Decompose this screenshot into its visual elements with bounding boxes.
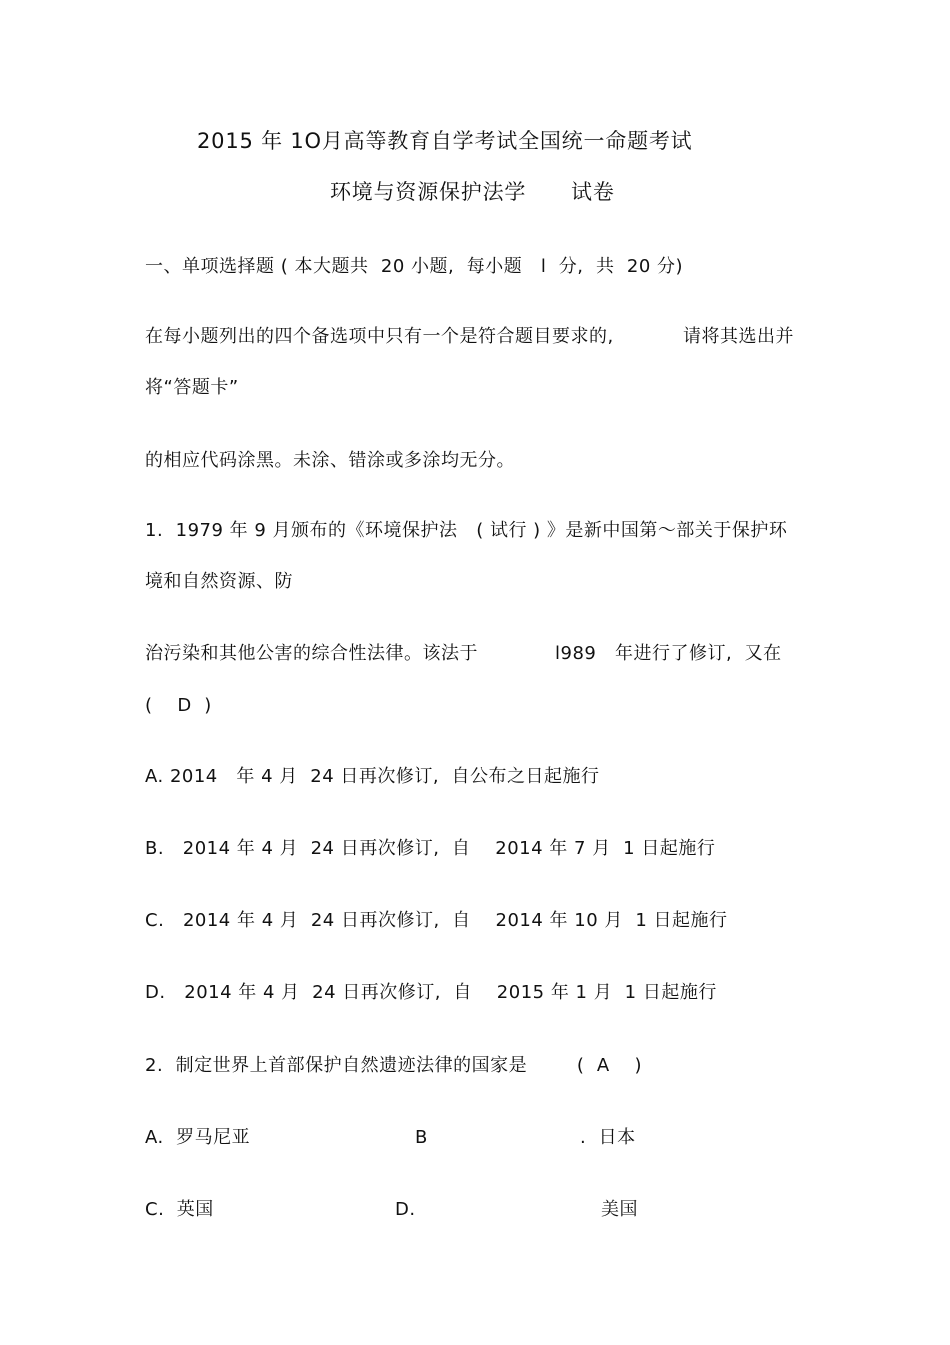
exam-title: 2015 年 1O月高等教育自学考试全国统一命题考试 [197, 129, 693, 153]
question-2-option-b-text: . 日本 [580, 1127, 636, 1148]
question-1-stem-line-3b: l989 年进行了修订, 又在 [555, 643, 782, 664]
question-2-option-d-text: 美国 [601, 1199, 638, 1220]
instructions-line-2: 将“答题卡” [145, 377, 239, 398]
question-1-option-a: A. 2014 年 4 月 24 日再次修订, 自公布之日起施行 [145, 766, 600, 787]
question-1-option-b: B. 2014 年 4 月 24 日再次修订, 自 2014 年 7 月 1 日起施行 [145, 838, 716, 859]
instructions-line-1b: 请将其选出并 [683, 326, 794, 347]
question-2-option-c: C. 英国 [145, 1199, 214, 1220]
section-header: 一、单项选择题 ( 本大题共 20 小题, 每小题 l 分, 共 20 分) [145, 256, 684, 277]
question-2-option-d-label: D. [395, 1199, 416, 1220]
question-2-option-a: A. 罗马尼亚 [145, 1127, 251, 1148]
question-1-option-d: D. 2014 年 4 月 24 日再次修订, 自 2015 年 1 月 1 日起施行 [145, 982, 717, 1003]
question-1-stem-line-3a: 治污染和其他公害的综合性法律。该法于 [145, 643, 478, 664]
question-1-stem-line-2: 境和自然资源、防 [145, 571, 293, 592]
question-1-stem-line-1: 1. 1979 年 9 月颁布的《环境保护法 ( 试行 ) 》是新中国第～部关于保护环 [145, 520, 788, 541]
question-1-answer: ( D ) [145, 695, 212, 716]
instructions-line-1a: 在每小题列出的四个备选项中只有一个是符合题目要求的, [145, 326, 614, 347]
instructions-line-3: 的相应代码涂黑。未涂、错涂或多涂均无分。 [145, 450, 515, 471]
question-2-option-b-label: B [415, 1127, 428, 1148]
subject-title: 环境与资源保护法学 试卷 [330, 180, 615, 204]
question-2-stem: 2. 制定世界上首部保护自然遗迹法律的国家是 ( A ) [145, 1055, 643, 1076]
question-1-option-c: C. 2014 年 4 月 24 日再次修订, 自 2014 年 10 月 1 日起施行 [145, 910, 728, 931]
